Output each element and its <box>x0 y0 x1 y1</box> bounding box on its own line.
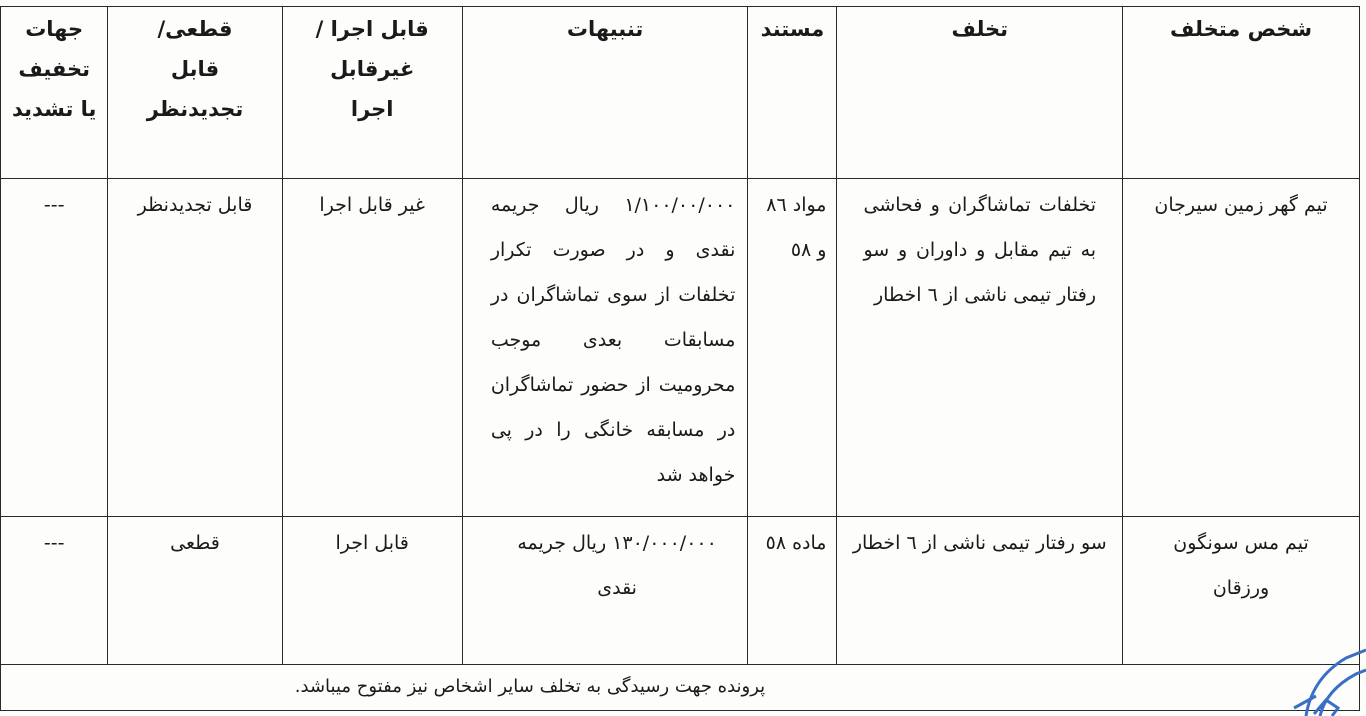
table-header-row <box>1 7 1360 179</box>
cell-basis: ماده ٥٨ <box>748 517 837 665</box>
cell-violation: سو رفتار تیمی ناشی از ٦ اخطار <box>837 517 1123 665</box>
cell-violation: تخلفات تماشاگران و فحاشی به تیم مقابل و داوران و سو رفتار تیمی ناشی از ٦ اخطار <box>837 179 1123 517</box>
header-basis: مستند <box>748 7 837 179</box>
cell-person: تیم مس سونگون ورزقان <box>1123 517 1360 665</box>
table-row <box>1 517 1360 665</box>
table-row <box>1 179 1360 517</box>
header-mitigation: جهات تخفیف یا تشدید <box>1 7 108 179</box>
header-enforceability: قابل اجرا /غیرقابل اجرا <box>282 7 462 179</box>
cell-finality: قطعی <box>108 517 282 665</box>
cell-person: تیم گهر زمین سیرجان <box>1123 179 1360 517</box>
cell-mitigation: --- <box>1 517 108 665</box>
cell-finality: قابل تجدیدنظر <box>108 179 282 517</box>
cell-enforceability: قابل اجرا <box>282 517 462 665</box>
cell-enforceability: غیر قابل اجرا <box>282 179 462 517</box>
cell-penalties: ١/١٠٠/٠٠/٠٠٠ ریال جریمه نقدی و در صورت تکرار تخلفات از سوی تماشاگران در مسابقات بعدی موجب محرومیت از حضور تماشاگران در مسابقه خانگی را در پی خواهد شد <box>462 179 748 517</box>
footer-note: پرونده جهت رسیدگی به تخلف سایر اشخاص نیز مفتوح میباشد. <box>1 665 1360 711</box>
cell-mitigation: --- <box>1 179 108 517</box>
header-finality: قطعی/قابل تجدیدنظر <box>108 7 282 179</box>
table-footer-row <box>1 665 1360 711</box>
header-penalties: تنبیهات <box>462 7 748 179</box>
header-violation: تخلف <box>837 7 1123 179</box>
cell-penalties: ١٣٠/٠٠٠/٠٠٠ ریال جریمه نقدی <box>462 517 748 665</box>
header-person: شخص متخلف <box>1123 7 1360 179</box>
verdict-table <box>0 6 1360 711</box>
cell-basis: مواد ٨٦ و ٥٨ <box>748 179 837 517</box>
